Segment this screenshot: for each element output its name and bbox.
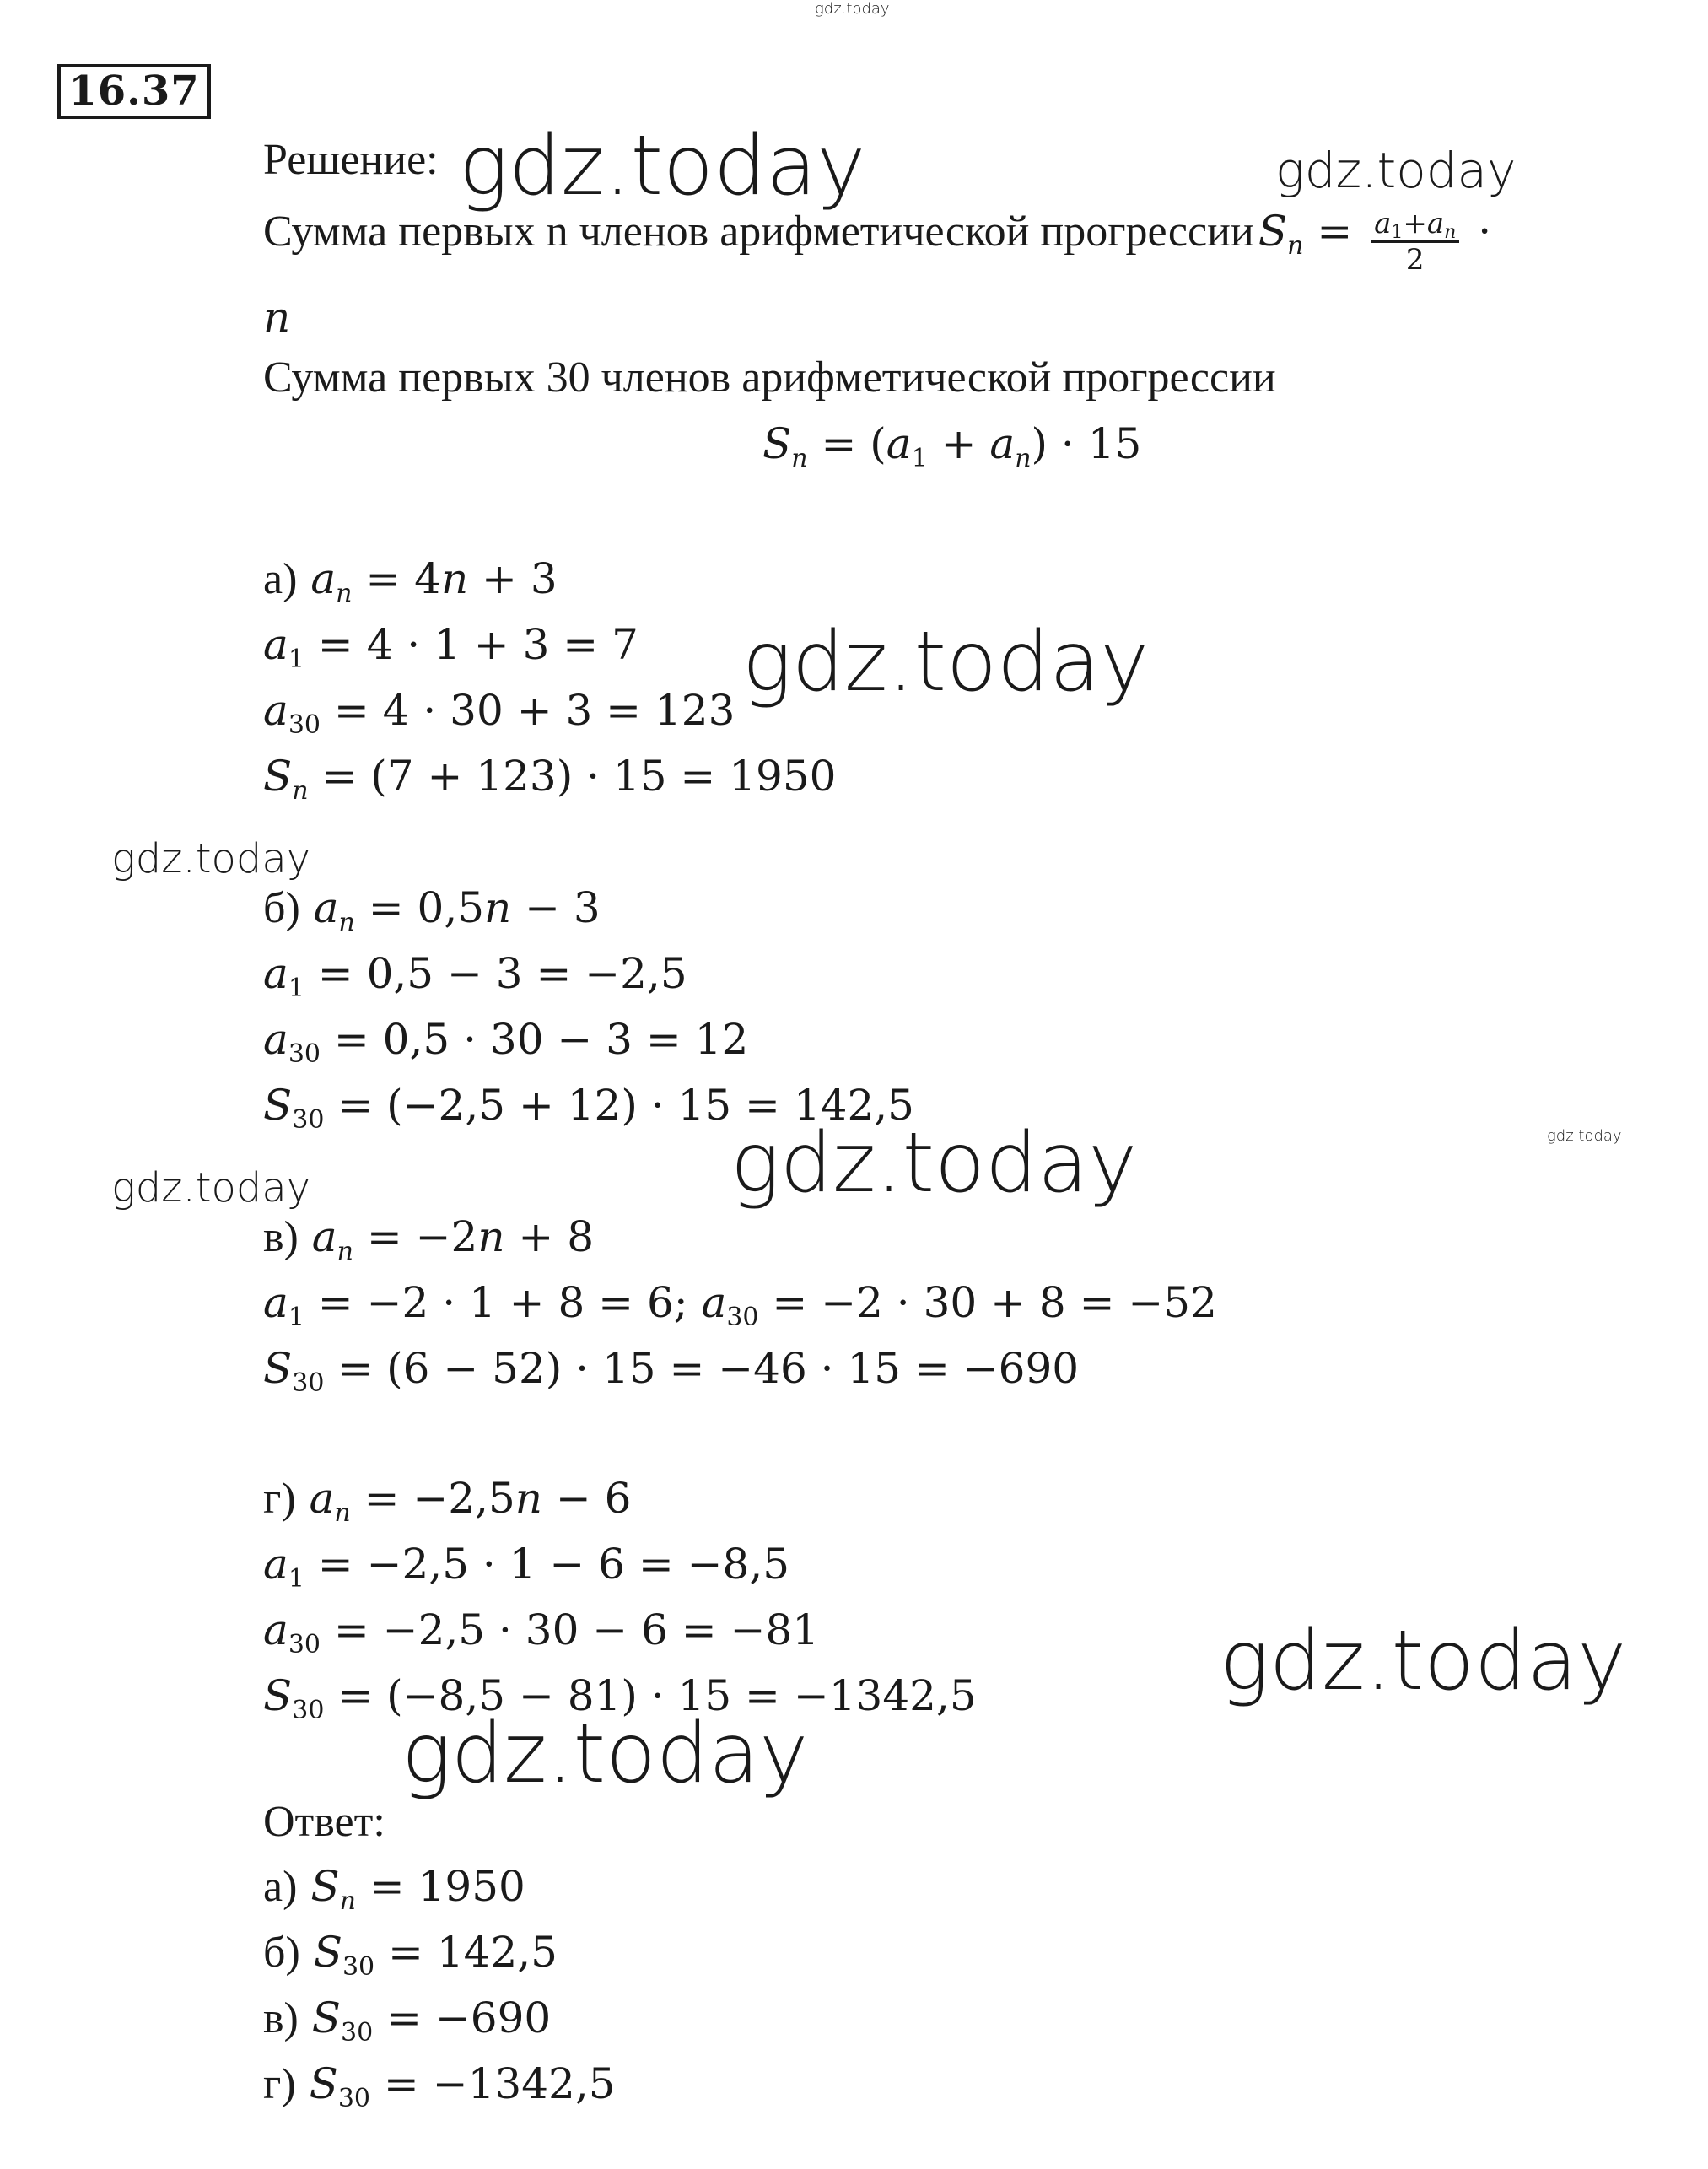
part-a-line-4: $S_n = (7 + 123) \cdot 15 = 1950$ — [263, 752, 837, 806]
part-g-line-1: г) $a_n = -2,5n - 6$ — [263, 1474, 632, 1528]
problem-number: 16.37 — [57, 64, 211, 119]
watermark-3: gdz.today — [742, 614, 1150, 710]
part-b-line-1: б) $a_n = 0,5n - 3$ — [263, 883, 601, 937]
answer-a: а) $S_n = 1950$ — [263, 1862, 525, 1916]
part-a-line-2: $a_1 = 4 \cdot 1 + 3 = 7$ — [263, 620, 638, 674]
watermark-6: gdz.today — [1547, 1127, 1622, 1145]
answer-label: Ответ: — [263, 1798, 385, 1846]
answer-g: г) $S_{30} = -1342,5$ — [263, 2059, 616, 2113]
watermark-4: gdz.today — [111, 835, 311, 882]
watermark-9: gdz.today — [401, 1706, 809, 1802]
part-b-line-3: $a_{30} = 0,5 \cdot 30 - 3 = 12$ — [263, 1015, 749, 1069]
watermark-8: gdz.today — [1220, 1613, 1627, 1709]
part-v-line-1: в) $a_n = -2n + 8$ — [263, 1212, 595, 1266]
watermark-1: gdz.today — [459, 118, 866, 214]
part-b-line-2: $a_1 = 0,5 - 3 = -2,5$ — [263, 949, 687, 1003]
part-a-line-3: $a_{30} = 4 \cdot 30 + 3 = 123$ — [263, 686, 735, 740]
intro-line: Сумма первых n членов арифметической прогрессии $S_n$ = $\frac{a_1+a_n}{2}$ · — [263, 207, 1492, 277]
part-v-line-3: $S_{30} = (6 - 52) \cdot 15 = -46 \cdot 15 = -690$ — [263, 1344, 1080, 1398]
sum30-text: Сумма первых 30 членов арифметической прогрессии — [263, 353, 1276, 402]
intro-text: Сумма первых n членов арифметической прогрессии — [263, 208, 1254, 256]
part-g-line-4: $S_{30} = (-8,5 - 81) \cdot 15 = -1342,5$ — [263, 1671, 977, 1725]
watermark-top: gdz.today — [815, 0, 890, 18]
part-g-line-2: $a_1 = -2,5 \cdot 1 - 6 = -8,5$ — [263, 1540, 790, 1594]
formula-continuation: n — [263, 293, 291, 342]
part-b-line-4: $S_{30} = (-2,5 + 12) \cdot 15 = 142,5$ — [263, 1081, 914, 1135]
part-v-line-2: $a_1 = -2 \cdot 1 + 8 = 6$; $a_{30} = -2 \cdot 30 + 8 = -52$ — [263, 1278, 1217, 1332]
part-a-line-1: а) $a_n = 4n + 3$ — [263, 554, 558, 608]
watermark-5: gdz.today — [730, 1115, 1138, 1211]
solution-label: Решение: — [263, 136, 439, 184]
part-g-line-3: $a_{30} = -2,5 \cdot 30 - 6 = -81$ — [263, 1605, 820, 1659]
watermark-2: gdz.today — [1275, 142, 1517, 199]
answer-v: в) $S_{30} = -690$ — [263, 1994, 552, 2048]
sum30-formula: $S_n = (a_1 + a_n) \cdot 15$ — [762, 419, 1142, 473]
answer-b: б) $S_{30} = 142,5$ — [263, 1928, 558, 1982]
watermark-7: gdz.today — [111, 1164, 311, 1211]
fraction: $\frac{a_1+a_n}{2}$ — [1371, 207, 1459, 277]
